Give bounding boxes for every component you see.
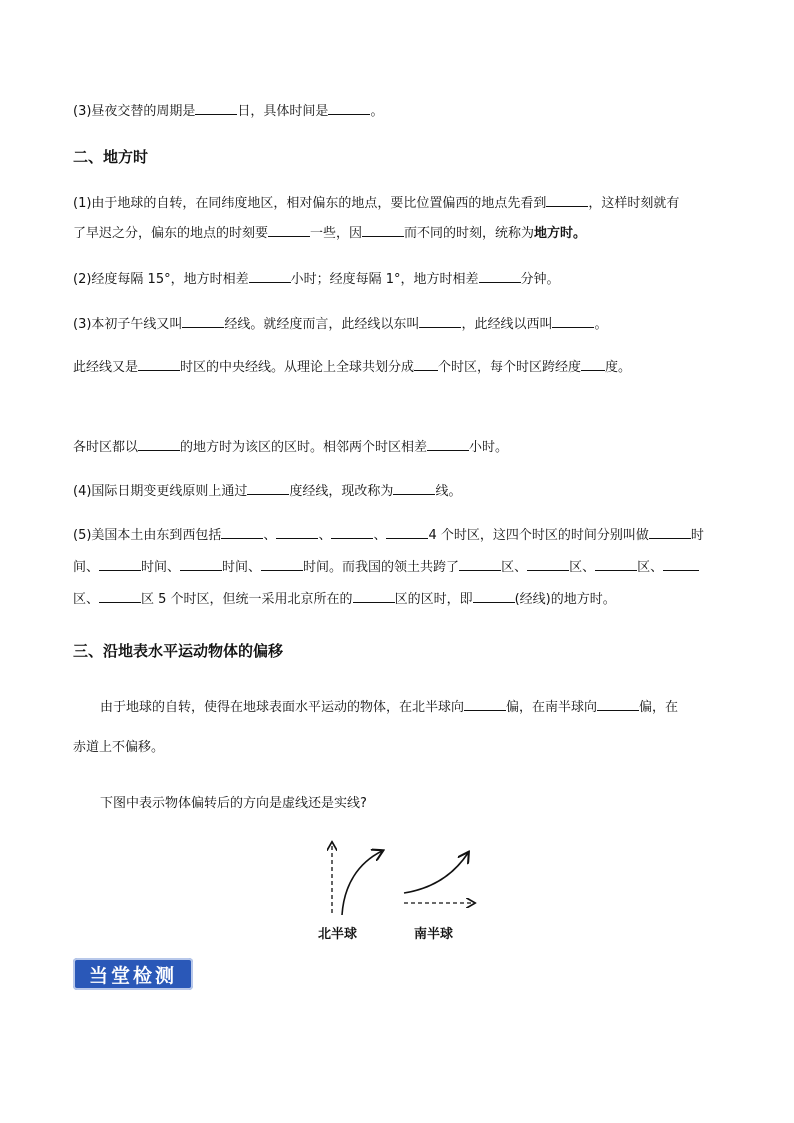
p2-line: (2)经度每隔 15°，地方时相差 小时；经度每隔 1°，地方时相差 分钟。 [73, 268, 560, 290]
p6-line-2: 赤道上不偏移。 [73, 740, 165, 755]
south-hemisphere-label: 南半球 [414, 927, 454, 942]
p6-line-1: 由于地球的自转，使得在地球表面水平运动的物体，在北半球向 偏，在南半球向 偏，在 [100, 696, 678, 718]
p3-line: (3)本初子午线又叫 经线。就经度而言，此经线以东叫 ，此经线以西叫 。 [73, 313, 607, 335]
north-hemisphere-label: 北半球 [318, 927, 358, 942]
p3c-line: 各时区都以 的地方时为该区的区时。相邻两个时区相差 小时。 [73, 436, 508, 458]
p1-line-1: (1)由于地球的自转，在同纬度地区，相对偏东的地点，要比位置偏西的地点先看到 ，这样时刻就有 [73, 192, 679, 214]
p5-line-3: 区、 区 5 个时区，但统一采用北京所在的 区的区时，即 (经线)的地方时。 [73, 588, 616, 610]
section-3-title: 三、沿地表水平运动物体的偏移 [73, 642, 284, 660]
in-class-test-badge: 当堂检测 [73, 958, 193, 990]
section-2-title: 二、地方时 [73, 148, 149, 166]
deflection-figure [300, 835, 490, 945]
figure-question: 下图中表示物体偏转后的方向是虚线还是实线? [100, 796, 367, 811]
p1-line-2: 了早迟之分，偏东的地点的时刻要 一些，因 而不同的时刻，统称为地方时。 [73, 222, 586, 244]
p5-line-1: (5)美国本土由东到西包括 、 、 、 4 个时区，这四个时区的时间分别叫做 时 [73, 524, 704, 546]
south-solid-arrow [404, 853, 468, 893]
q3-daynight-line: (3)昼夜交替的周期是 日，具体时间是 。 [73, 100, 383, 122]
north-solid-arrow [342, 851, 382, 915]
p5-line-2: 间、 时间、 时间、 时间。而我国的领土共跨了 区、 区、 区、 [73, 556, 699, 578]
p3b-line: 此经线又是 时区的中央经线。从理论上全球共划分成 个时区，每个时区跨经度 度。 [73, 356, 631, 378]
p4-line: (4)国际日期变更线原则上通过 度经线，现改称为 线。 [73, 480, 461, 502]
